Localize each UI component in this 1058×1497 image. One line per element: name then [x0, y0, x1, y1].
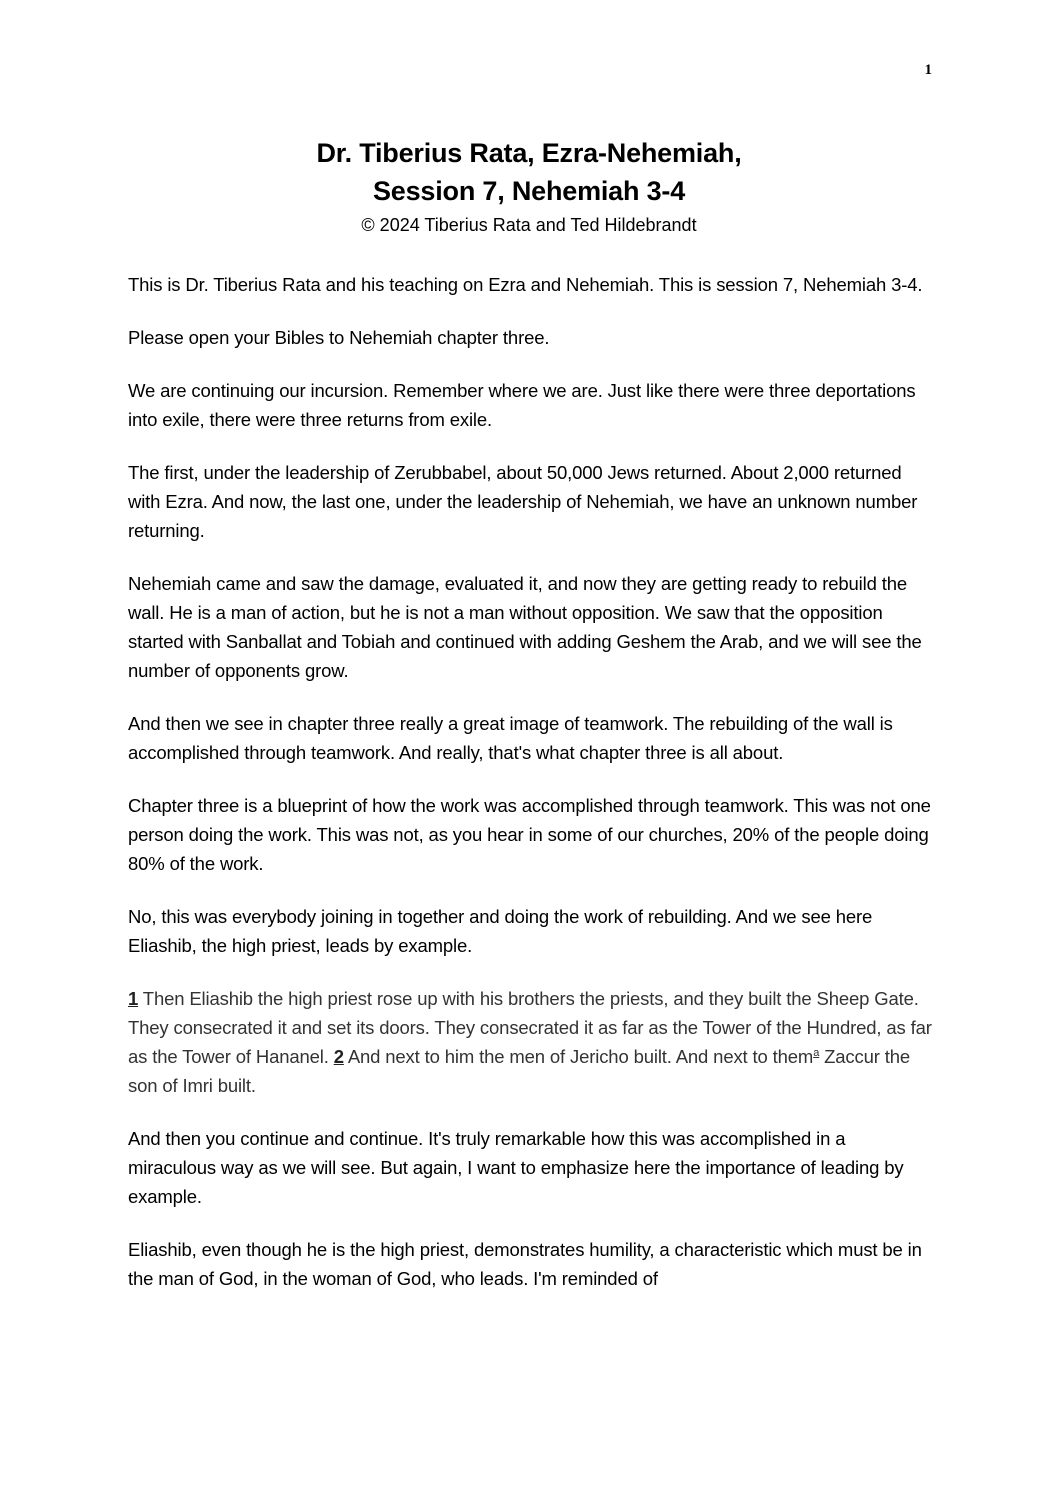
scripture-quote: [128, 984, 934, 1100]
paragraph-returns: The first, under the leadership of Zerubbabel, about 50,000 Jews returned. About 2,000 returned with Ezra. And now, the last one, under the leadership of Nehemiah, we have an unknown number returning.: [128, 462, 918, 541]
footnote-link[interactable]: a: [813, 1046, 820, 1059]
paragraph-eliashib-example: No, this was everybody joining in together and doing the work of rebuilding. And we see here Eliashib, the high priest, leads by example.: [128, 906, 873, 956]
document-title-line-2: Session 7, Nehemiah 3-4: [372, 176, 686, 206]
verse-text: Zaccur the son of Imri built.: [128, 1046, 911, 1096]
paragraph-teamwork: And then we see in chapter three really a great image of teamwork. The rebuilding of the wall is accomplished through teamwork. And really, that's what chapter three is all about.: [128, 713, 893, 763]
document-title-line-1: Dr. Tiberius Rata, Ezra-Nehemiah,: [316, 138, 742, 168]
paragraph-nehemiah-action: Nehemiah came and saw the damage, evaluated it, and now they are getting ready to rebuild the wall. He is a man of action, but he is not a man without opposition. We saw that the opposition started with Sanballat and Tobiah and continued with adding Geshem the Arab, and we will see the number of opponents grow.: [128, 573, 922, 681]
verse-text: Then Eliashib the high priest rose up with his brothers the priests, and they built the Sheep Gate. They consecrated it and set its doors. They consecrated it as far as the Tower of the Hundred, as far as the Tower of Hananel.: [128, 988, 932, 1067]
paragraph-humility: Eliashib, even though he is the high priest, demonstrates humility, a characteristic which must be in the man of God, in the woman of God, who leads. I'm reminded of: [128, 1239, 922, 1289]
page-number: 1: [924, 62, 932, 78]
paragraph-continue: And then you continue and continue. It's truly remarkable how this was accomplished in a miraculous way as we will see. But again, I want to emphasize here the importance of leading by example.: [128, 1128, 904, 1207]
paragraph-blueprint: Chapter three is a blueprint of how the work was accomplished through teamwork. This was not one person doing the work. This was not, as you hear in some of our churches, 20% of the people doing 80% of the work.: [128, 795, 931, 874]
verse-number-link[interactable]: 2: [333, 1046, 344, 1067]
paragraph-incursion: We are continuing our incursion. Remember where we are. Just like there were three deportations into exile, there were three returns from exile.: [128, 380, 916, 430]
paragraph-open-bibles: Please open your Bibles to Nehemiah chapter three.: [128, 327, 550, 348]
copyright-notice: © 2024 Tiberius Rata and Ted Hildebrandt: [361, 215, 697, 235]
document-body: [128, 270, 934, 1317]
verse-text: And next to him the men of Jericho built. And next to them: [343, 1046, 814, 1067]
title-block: [128, 134, 930, 238]
paragraph-intro: This is Dr. Tiberius Rata and his teaching on Ezra and Nehemiah. This is session 7, Nehemiah 3-4.: [128, 274, 923, 295]
verse-number-link[interactable]: 1: [128, 988, 139, 1009]
